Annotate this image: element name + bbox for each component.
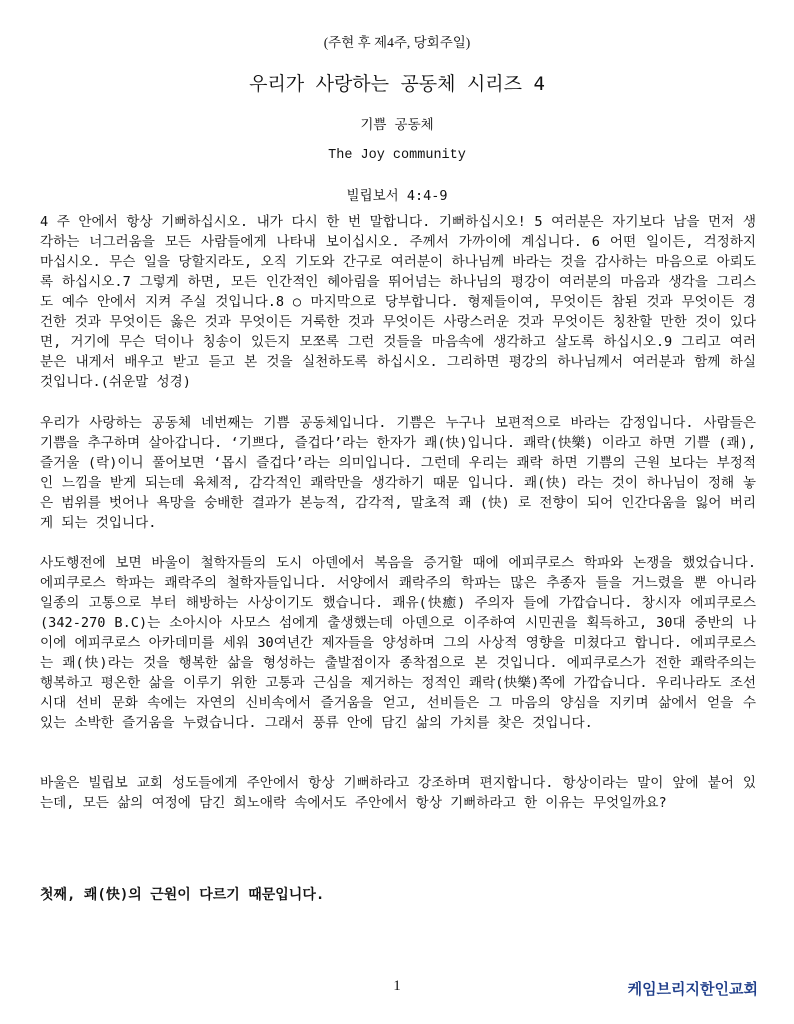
series-title: 우리가 사랑하는 공동체 시리즈 4 bbox=[249, 73, 545, 95]
scripture-reference: 빌립보서 4:4-9 bbox=[346, 188, 448, 204]
sermon-subtitle: 기쁨 공동체 bbox=[360, 117, 434, 133]
week-label: (주현 후 제4주, 당회주일) bbox=[323, 35, 471, 50]
body-paragraph: 바울은 빌립보 교회 성도들에게 주안에서 항상 기뻐하라고 강조하며 편지합니다. 항상이라는 말이 앞에 붙어 있는데, 모든 삶의 여정에 담긴 희노애락 속에서도 주안에서 항상 기뻐하라고 한 이유는 무엇일까요? bbox=[40, 775, 756, 811]
english-subtitle: The Joy community bbox=[328, 148, 466, 163]
scripture-paragraph: 4 주 안에서 항상 기뻐하십시오. 내가 다시 한 번 말합니다. 기뻐하십시오! 5 여러분은 자기보다 남을 먼저 생각하는 너그러움을 모든 사람들에게 나타내 보이십시오. 주께서 가까이에 계십니다. 6 어떤 일이든, 걱정하지 마십시오. 무슨 일을 당할지라도, 오직 기도와 간구로 여러분이 하나님께 바라는 것을 감사하는 마음으로 아뢰도록 하십시오.7 그렇게 하면, 모든 인간적인 헤아림을 뛰어넘는 하나님의 평강이 여러분의 마음과 생각을 그리스도 예수 안에서 지켜 주실 것입니다.8 ○ 마지막으로 당부합니다. 형제들이여, 무엇이든 참된 것과 무엇이든 경건한 것과 무엇이든 옳은 것과 무엇이든 거룩한 것과 무엇이든 사랑스러운 것과 무엇이든 칭찬할 만한 것이 있다면, 거기에 무슨 덕이나 칭송이 있든지 모쪼록 그런 것들을 마음속에 생각하고 살도록 하십시오.9 그리고 여러분은 내게서 배우고 받고 듣고 본 것을 실천하도록 하십시오. 그리하면 평강의 하나님께서 여러분과 함께 하실 것입니다.(쉬운말 성경) bbox=[40, 214, 756, 390]
body-paragraph: 사도행전에 보면 바울이 철학자들의 도시 아덴에서 복음을 증거할 때에 에피쿠로스 학파와 논쟁을 했었습니다. 에피쿠로스 학파는 쾌락주의 철학자들입니다. 서양에서 쾌락주의 학파는 많은 추종자 들을 거느렸을 뿐 아니라 일종의 고통으로 부터 해방하는 사상이기도 했습니다. 쾌유(快癒) 주의자 들에 가깝습니다. 창시자 에피쿠로스(342-270 B.C)는 소아시아 사모스 섬에게 출생했는데 아덴으로 이주하여 시민권을 획득하고, 30대 중반의 나이에 에피쿠로스 아카데미를 세워 30여년간 제자들을 양성하며 그의 사상적 영향을 미쳤다고 합니다. 에피쿠로스는 쾌(快)라는 것을 행복한 삶을 형성하는 출발점이자 종착점으로 본 것입니다. 에피쿠로스가 전한 쾌락주의는 행복하고 평온한 삶을 이루기 위한 고통과 근심을 제거하는 정적인 쾌락(快樂)쪽에 가깝습니다. 우리나라도 조선시대 선비 문화 속에는 자연의 신비속에서 즐거움을 얻고, 선비들은 그 마음의 양심을 지키며 삶에서 얻을 수 있는 소박한 즐거움을 누렸습니다. 그래서 풍류 안에 담긴 삶의 가치를 찾은 것입니다. bbox=[40, 555, 756, 731]
church-name: 케임브리지한인교회 bbox=[627, 980, 758, 998]
section-heading: 첫째, 쾌(快)의 근원이 다르기 때문입니다. bbox=[40, 887, 325, 903]
page-number: 1 bbox=[393, 978, 401, 994]
body-paragraph: 우리가 사랑하는 공동체 네번째는 기쁨 공동체입니다. 기쁨은 누구나 보편적으로 바라는 감정입니다. 사람들은 기쁨을 추구하며 살아갑니다. ‘기쁘다, 즐겁다’라는 한자가 쾌(快)입니다. 쾌락(快樂) 이라고 하면 기쁠 (쾌), 즐거울 (락)이니 풀어보면 ‘몹시 즐겁다’라는 의미입니다. 그런데 우리는 쾌락 하면 기쁨의 근원 보다는 부정적인 느낌을 받게 되는데 육체적, 감각적인 쾌락만을 생각하기 때문 입니다. 쾌(快) 라는 것이 하나님이 정해 놓은 범위를 벗어나 욕망을 숭배한 결과가 본능적, 감각적, 말초적 쾌 (快) 로 전향이 되어 인간다움을 잃어 버리게 되는 것입니다. bbox=[40, 415, 756, 531]
